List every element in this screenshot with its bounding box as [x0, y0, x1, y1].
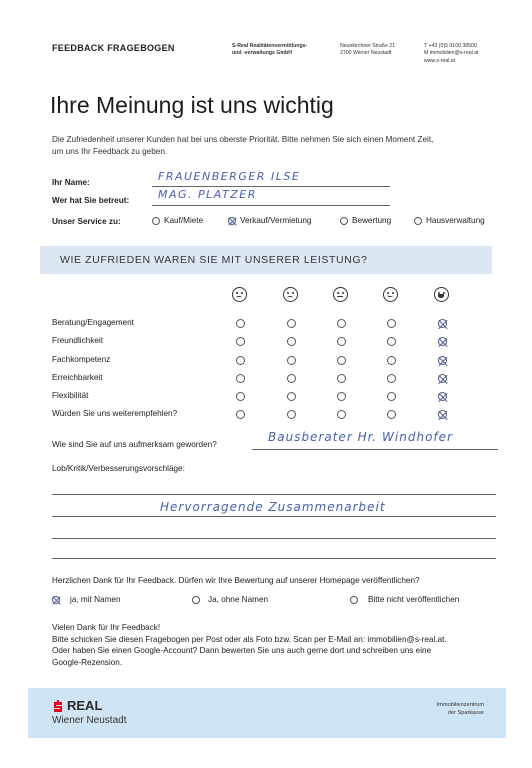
advisor-field-line — [152, 205, 390, 206]
very-happy-face-icon — [434, 287, 449, 302]
service-label: Unser Service zu: — [52, 217, 121, 226]
comments-field[interactable]: Hervorragende Zusammenarbeit — [160, 500, 386, 514]
service-option-hausverwaltung[interactable]: Hausverwaltung — [414, 216, 485, 225]
publish-option-with-name[interactable]: ja, mit Namen — [52, 595, 121, 604]
radio-circle-icon[interactable] — [340, 217, 348, 225]
comment-line — [52, 538, 496, 539]
rating-radio[interactable] — [236, 337, 245, 346]
name-field-line — [152, 186, 390, 187]
rating-radio[interactable] — [287, 356, 296, 365]
rating-row-label: Flexibilität — [52, 391, 89, 400]
service-option-bewertung[interactable]: Bewertung — [340, 216, 391, 225]
rating-radio[interactable] — [236, 319, 245, 328]
company-address: Neunkirchner Straße 21 2700 Wiener Neustadt — [340, 43, 396, 57]
rating-radio[interactable] — [236, 356, 245, 365]
rating-radio[interactable] — [287, 374, 296, 383]
comment-line — [52, 558, 496, 559]
publish-option-no[interactable]: Bitte nicht veröffentlichen — [350, 595, 459, 604]
rating-radio[interactable] — [337, 356, 346, 365]
advisor-field[interactable]: MAG. PLATZER — [158, 188, 257, 201]
referral-field[interactable]: Bausberater Hr. Windhofer — [268, 430, 453, 444]
form-header-title: FEEDBACK FRAGEBOGEN — [52, 43, 175, 53]
rating-row-label: Würden Sie uns weiterempfehlen? — [52, 409, 178, 418]
rating-radio-checked[interactable] — [438, 392, 447, 401]
radio-checked-icon[interactable] — [228, 217, 236, 225]
rating-radio[interactable] — [337, 319, 346, 328]
rating-radio-checked[interactable] — [438, 374, 447, 383]
rating-radio[interactable] — [337, 392, 346, 401]
rating-row-label: Freundlichkeit — [52, 336, 103, 345]
sparkasse-logo-icon — [52, 700, 64, 714]
neutral-face-icon — [333, 287, 348, 302]
page-title: Ihre Meinung ist uns wichtig — [50, 92, 334, 118]
rating-row-label: Erreichbarkeit — [52, 373, 103, 382]
rating-radio-checked[interactable] — [438, 410, 447, 419]
rating-radio[interactable] — [387, 337, 396, 346]
rating-radio[interactable] — [236, 374, 245, 383]
advisor-label: Wer hat Sie betreut: — [52, 196, 130, 205]
rating-radio-checked[interactable] — [438, 356, 447, 365]
rating-radio[interactable] — [236, 410, 245, 419]
radio-checked-icon[interactable] — [52, 596, 60, 604]
rating-radio[interactable] — [337, 410, 346, 419]
comment-line — [52, 516, 496, 517]
very-unhappy-face-icon — [232, 287, 247, 302]
name-field[interactable]: FRAUENBERGER ILSE — [158, 170, 301, 183]
service-option-kauf[interactable]: Kauf/Miete — [152, 216, 203, 225]
comments-label: Lob/Kritik/Verbesserungsvorschläge: — [52, 464, 185, 473]
radio-circle-icon[interactable] — [152, 217, 160, 225]
referral-label: Wie sind Sie auf uns aufmerksam geworden? — [52, 440, 217, 449]
radio-circle-icon[interactable] — [350, 596, 358, 604]
logo-text: REAL — [67, 698, 103, 713]
rating-radio[interactable] — [287, 410, 296, 419]
rating-radio-checked[interactable] — [438, 337, 447, 346]
closing-text: Vielen Dank für Ihr Feedback! Bitte schicken Sie diesen Fragebogen per Post oder als Foto bzw. Scan per E-Mail an: immobilien@s-real.at. Oder haben Sie einen Google-Account? Dann bewerten Sie uns auch gerne dort und schreiben uns eine Google-Rezension. — [52, 623, 447, 667]
unhappy-face-icon — [283, 287, 298, 302]
rating-radio-checked[interactable] — [438, 319, 447, 328]
happy-face-icon — [383, 287, 398, 302]
rating-radio[interactable] — [387, 410, 396, 419]
rating-radio[interactable] — [387, 319, 396, 328]
radio-circle-icon[interactable] — [414, 217, 422, 225]
rating-radio[interactable] — [337, 374, 346, 383]
rating-radio[interactable] — [236, 392, 245, 401]
company-contact: T +43 (0)5 0100 38500 M immobilien@s-real.at www.s-real.at — [424, 43, 479, 64]
referral-field-line — [252, 449, 498, 450]
company-name: S-Real Realitätenvermittlungs- und -verwaltungs GmbH — [232, 43, 308, 57]
rating-radio[interactable] — [387, 392, 396, 401]
rating-radio[interactable] — [387, 374, 396, 383]
publish-question: Herzlichen Dank für Ihr Feedback. Dürfen wir Ihre Bewertung auf unserer Homepage veröffentlichen? — [52, 576, 420, 585]
rating-radio[interactable] — [387, 356, 396, 365]
rating-row-label: Beratung/Engagement — [52, 318, 134, 327]
name-label: Ihr Name: — [52, 178, 90, 187]
publish-option-without-name[interactable]: Ja, ohne Namen — [192, 595, 268, 604]
rating-radio[interactable] — [287, 337, 296, 346]
logo-city: Wiener Neustadt — [52, 715, 127, 726]
comment-line — [52, 494, 496, 495]
footer-tagline: Immobilienzentrum der Sparkasse — [436, 702, 484, 716]
service-option-verkauf[interactable]: Verkauf/Vermietung — [228, 216, 311, 225]
radio-circle-icon[interactable] — [192, 596, 200, 604]
rating-row-label: Fachkompetenz — [52, 355, 111, 364]
rating-radio[interactable] — [287, 319, 296, 328]
rating-radio[interactable] — [287, 392, 296, 401]
rating-radio[interactable] — [337, 337, 346, 346]
satisfaction-heading: WIE ZUFRIEDEN WAREN SIE MIT UNSERER LEISTUNG? — [60, 254, 368, 266]
intro-text: Die Zufriedenheit unserer Kunden hat bei uns oberste Priorität. Bitte nehmen Sie sich einen Moment Zeit, um uns Ihr Feedback zu geben. — [52, 135, 434, 156]
